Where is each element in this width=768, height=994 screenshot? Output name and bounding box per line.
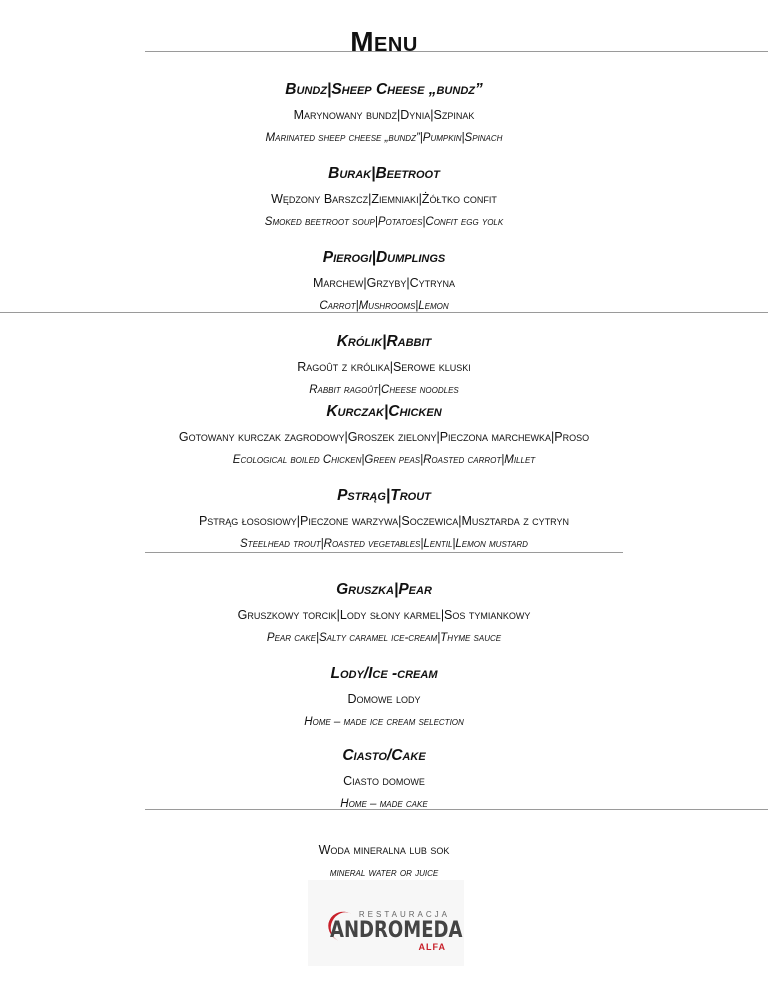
starters-divider: [0, 312, 768, 313]
dish-name: Ciasto/Cake: [342, 747, 426, 764]
dish-description-en: Marinated sheep cheese „bundz”|Pumpkin|Spinach: [265, 132, 503, 144]
dish-name: Królik|Rabbit: [336, 333, 432, 350]
desserts-divider: [145, 809, 768, 810]
dish-name: Pierogi|Dumplings: [322, 249, 446, 266]
menu-item-burak: [0, 164, 768, 229]
dish-description-en: Pear cake|Salty caramel ice-cream|Thyme sauce: [266, 632, 502, 644]
dish-description-pl: Marchew|Grzyby|Cytryna: [312, 276, 455, 290]
dish-description-pl: Marynowany bundz|Dynia|Szpinak: [293, 108, 475, 122]
menu-item-gruszka: [0, 580, 768, 645]
dish-name: Lody/Ice -cream: [330, 665, 438, 682]
dish-description-en: Smoked beetroot soup|Potatoes|Confit egg yolk: [264, 216, 504, 228]
dish-name: Bundz|Sheep Cheese „bundz”: [285, 81, 483, 98]
dish-name: Kurczak|Chicken: [326, 403, 442, 420]
dish-description-pl: Ragoût z królika|Serowe kluski: [297, 360, 471, 374]
drink-description-pl: Woda mineralna lub sok: [318, 843, 450, 857]
dish-description-pl: Gruszkowy torcik|Lody słony karmel|Sos tymiankowy: [237, 608, 531, 622]
dish-description-pl: Gotowany kurczak zagrodowy|Groszek zielony|Pieczona marchewka|Proso: [178, 430, 590, 444]
menu-item-pstrag: [0, 486, 768, 551]
dish-name: Gruszka|Pear: [336, 581, 432, 598]
menu-item-kurczak: [0, 402, 768, 467]
restaurant-logo: [308, 880, 464, 966]
menu-item-ciasto: [0, 746, 768, 811]
menu-item-lody: [0, 664, 768, 729]
mains-divider: [145, 552, 623, 553]
dish-description-en: Steelhead trout|Roasted vegetables|Lentil|Lemon mustard: [240, 538, 528, 550]
page-title: Menu: [350, 26, 418, 57]
menu-item-pierogi: [0, 248, 768, 313]
logo-main-text: ANDROMEDA: [330, 918, 463, 943]
menu-item-krolik: [0, 332, 768, 397]
dish-description-pl: Wędzony Barszcz|Ziemniaki|Żółtko confit: [271, 192, 497, 206]
dish-name: Burak|Beetroot: [328, 165, 440, 182]
title-divider: [145, 51, 768, 52]
dish-description-pl: Ciasto domowe: [343, 774, 425, 788]
dish-description-pl: Pstrąg łososiowy|Pieczone warzywa|Soczewica|Musztarda z cytryn: [198, 514, 570, 528]
dish-description-en: Ecological boiled Chicken|Green peas|Roasted carrot|Millet: [232, 454, 536, 466]
dish-description-pl: Domowe lody: [347, 692, 421, 706]
drink-item: [0, 842, 768, 880]
logo-top-text: RESTAURACJA: [358, 910, 450, 919]
dish-description-en: Home – made cake: [340, 798, 428, 810]
dish-description-en: Home – made ice cream selection: [304, 716, 464, 728]
dish-name: Pstrąg|Trout: [337, 487, 431, 504]
logo-sub-text: ALFA: [418, 942, 446, 952]
dish-description-en: Carrot|Mushrooms|Lemon: [319, 300, 449, 312]
dish-description-en: Rabbit ragoût|Cheese noodles: [309, 384, 459, 396]
menu-item-bundz: [0, 80, 768, 145]
drink-description-en: mineral water or juice: [329, 867, 439, 879]
